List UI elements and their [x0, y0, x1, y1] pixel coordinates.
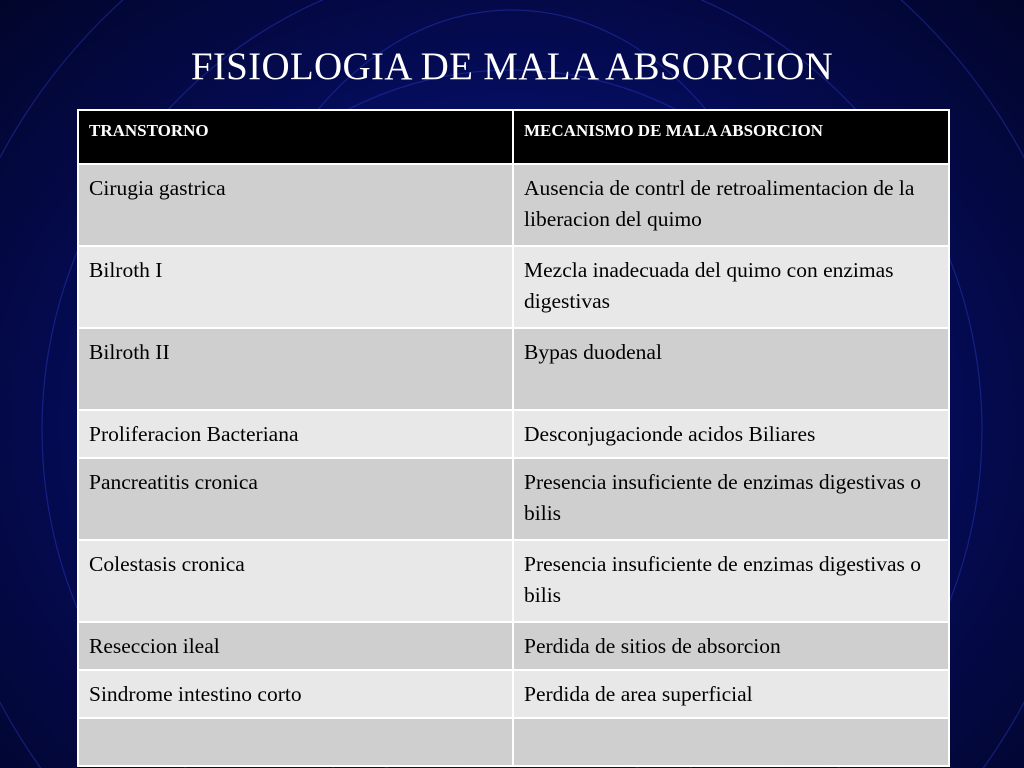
table-row	[78, 622, 949, 670]
header-transtorno: TRANSTORNO	[78, 110, 513, 164]
cell-mecanismo: Perdida de sitios de absorcion	[513, 622, 949, 670]
cell-transtorno: Colestasis cronica	[78, 540, 513, 622]
cell-mecanismo: Ausencia de contrl de retroalimentacion de la liberacion del quimo	[513, 164, 949, 246]
table-row	[78, 246, 949, 328]
slide-title: FISIOLOGIA DE MALA ABSORCION	[190, 45, 834, 88]
table-header-row	[78, 110, 949, 164]
cell-transtorno: Bilroth I	[78, 246, 513, 328]
cell-transtorno	[78, 718, 513, 766]
table-row	[78, 328, 949, 410]
malabsorption-table	[77, 109, 950, 767]
header-mecanismo: MECANISMO DE MALA ABSORCION	[513, 110, 949, 164]
cell-mecanismo: Presencia insuficiente de enzimas digestivas o bilis	[513, 458, 949, 540]
table-row	[78, 410, 949, 458]
cell-mecanismo	[513, 718, 949, 766]
table-row	[78, 164, 949, 246]
cell-transtorno: Cirugia gastrica	[78, 164, 513, 246]
cell-transtorno: Sindrome intestino corto	[78, 670, 513, 718]
cell-mecanismo: Presencia insuficiente de enzimas digestivas o bilis	[513, 540, 949, 622]
table-row	[78, 540, 949, 622]
cell-transtorno: Proliferacion Bacteriana	[78, 410, 513, 458]
cell-mecanismo: Desconjugacionde acidos Biliares	[513, 410, 949, 458]
cell-transtorno: Bilroth II	[78, 328, 513, 410]
cell-mecanismo: Perdida de area superficial	[513, 670, 949, 718]
table-row	[78, 718, 949, 766]
cell-mecanismo: Mezcla inadecuada del quimo con enzimas digestivas	[513, 246, 949, 328]
table-row	[78, 670, 949, 718]
cell-mecanismo: Bypas duodenal	[513, 328, 949, 410]
table-row	[78, 458, 949, 540]
cell-transtorno: Reseccion ileal	[78, 622, 513, 670]
cell-transtorno: Pancreatitis cronica	[78, 458, 513, 540]
